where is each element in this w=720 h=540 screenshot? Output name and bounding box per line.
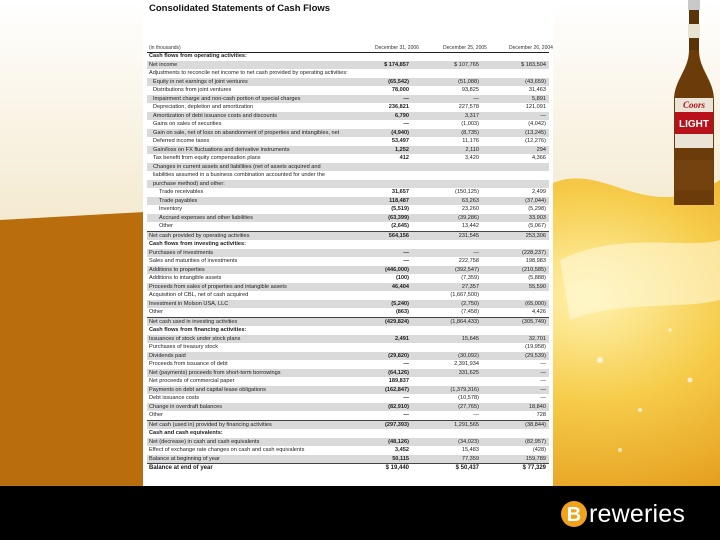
value-2006: (48,126)	[388, 438, 409, 445]
row-label: Cash flows from operating activities:	[149, 53, 247, 59]
statement-row	[147, 197, 549, 206]
row-label: Changes in current assets and liabilities (net of assets acquired and	[153, 163, 321, 170]
value-2004: 4,366	[532, 155, 546, 161]
statement-row	[147, 188, 549, 197]
statement-row	[147, 386, 549, 395]
value-2005: (1,667,500)	[450, 292, 479, 298]
value-2005: 15,645	[461, 335, 479, 342]
bottle-label-top: Coors	[682, 100, 706, 110]
row-label: Effect of exchange rate changes on cash and cash equivalents	[149, 447, 305, 453]
value-2004: 4,426	[532, 309, 546, 315]
value-2005: (1,864,433)	[450, 318, 479, 325]
value-2005: 222,758	[458, 258, 479, 264]
value-2004: —	[540, 386, 546, 393]
statement-row	[147, 95, 549, 104]
value-2005: —	[473, 249, 479, 256]
value-2006: (65,542)	[388, 78, 409, 85]
beer-bottle-image	[668, 0, 720, 210]
value-2005: 77,359	[461, 455, 479, 462]
row-label: Gains on sales of securities	[153, 121, 222, 127]
statement-row	[147, 257, 549, 266]
statement-row	[147, 335, 549, 344]
statement-row	[147, 112, 549, 121]
value-2005: $ 107,765	[454, 61, 479, 68]
value-2005: —	[473, 95, 479, 102]
row-label: Deferred income taxes	[153, 138, 210, 144]
value-2006: (5,519)	[391, 206, 409, 212]
row-label: Proceeds from issuance of debt	[149, 361, 228, 367]
row-label: Other	[149, 412, 163, 418]
row-label: purchase method) and other:	[153, 180, 225, 187]
value-2004: 5,891	[532, 95, 546, 102]
statement-row	[147, 180, 549, 189]
statement-row	[147, 154, 549, 163]
value-2004: (4,042)	[528, 121, 546, 127]
value-2006: 3,452	[395, 447, 409, 453]
statement-row	[147, 308, 549, 317]
row-label: Cash flows from financing activities:	[149, 327, 247, 333]
statement-rows	[147, 52, 549, 473]
value-2004: (13,245)	[525, 129, 546, 136]
value-2006: —	[403, 258, 409, 264]
value-2005: 63,263	[461, 197, 479, 204]
value-2004: (29,539)	[525, 352, 546, 359]
value-2005: (392,547)	[455, 266, 479, 273]
value-2005: 27,357	[461, 283, 479, 290]
statement-row	[147, 86, 549, 95]
row-label: Purchases of treasury stock	[149, 344, 219, 350]
section-header-row	[147, 326, 549, 335]
value-2005: (150,125)	[455, 189, 479, 195]
column-header-2005: December 25, 2005	[443, 45, 487, 51]
row-label: Trade payables	[159, 197, 198, 204]
footer-brand	[560, 494, 685, 534]
row-label: Equity in net earnings of joint ventures	[153, 78, 248, 85]
section-header-row	[147, 52, 549, 61]
column-header-row	[147, 44, 553, 52]
value-2006: (429,824)	[385, 318, 409, 325]
value-2005: 23,260	[461, 206, 479, 212]
value-2005: (7,359)	[461, 275, 479, 281]
value-2006: (29,820)	[388, 352, 409, 359]
row-label: Inventory	[159, 206, 183, 212]
value-2006: (2,645)	[391, 223, 409, 229]
value-2005: 15,483	[461, 447, 479, 453]
section-header-row	[147, 240, 549, 249]
value-2005: 227,578	[458, 104, 479, 110]
value-2005: 331,625	[458, 369, 479, 376]
value-2004: 31,463	[528, 87, 546, 93]
statement-row	[147, 249, 549, 258]
value-2004: (38,844)	[525, 421, 546, 428]
value-2004: (12,276)	[525, 138, 546, 144]
statement-row	[147, 274, 549, 283]
value-2005: 3,317	[465, 112, 479, 119]
row-label: Purchases of investments	[149, 249, 214, 256]
statement-row	[147, 163, 549, 172]
value-2004: (428)	[532, 447, 546, 453]
value-2006: (863)	[395, 309, 409, 315]
value-2006: 31,657	[391, 189, 409, 195]
value-2005: (34,023)	[458, 438, 479, 445]
value-2004: —	[540, 369, 546, 376]
statement-row	[147, 103, 549, 112]
statement-row	[147, 129, 549, 138]
row-label: Net (payments) proceeds from short-term borrowings	[149, 369, 281, 376]
section-header-row	[147, 429, 549, 438]
row-label: Net income	[149, 61, 178, 68]
column-header-2006: December 31, 2006	[375, 45, 419, 51]
total-row	[147, 317, 549, 327]
row-label: Proceeds from sales of properties and intangible assets	[149, 283, 287, 290]
value-2006: (5,240)	[391, 300, 409, 307]
statement-row	[147, 291, 549, 300]
row-label: Acquisition of CBL, net of cash acquired	[149, 292, 249, 298]
value-2004: 294	[536, 146, 546, 153]
value-2006: (162,847)	[385, 386, 409, 393]
statement-row	[147, 283, 549, 292]
value-2005: (2,750)	[461, 300, 479, 307]
row-label: Adjustments to reconcile net income to net cash provided by operating activities:	[149, 70, 348, 76]
value-2004: (43,659)	[525, 78, 546, 85]
row-label: liabilities assumed in a business combination accounted for under the	[153, 172, 325, 178]
value-2006: 189,837	[388, 378, 409, 384]
statement-row	[147, 69, 549, 78]
value-2005: (10,578)	[458, 395, 479, 401]
statement-row	[147, 360, 549, 369]
row-label: Net proceeds of commercial paper	[149, 378, 235, 384]
value-2004: (82,957)	[525, 438, 546, 445]
value-2004: 18,840	[528, 403, 546, 410]
statement-row	[147, 377, 549, 386]
row-label: Investment in Molson USA, LLC	[149, 300, 229, 307]
row-label: Cash and cash equivalents:	[149, 430, 223, 436]
value-2005: 231,545	[458, 232, 479, 239]
column-header-2004: December 26, 2004	[509, 45, 553, 51]
row-label: Net (decrease) in cash and cash equivalents	[149, 438, 260, 445]
value-2006: 236,821	[388, 104, 409, 110]
value-2005: (39,286)	[458, 214, 479, 221]
value-2004: 55,590	[528, 283, 546, 290]
brand-text: reweries	[589, 499, 686, 528]
row-label: Accrued expenses and other liabilities	[159, 214, 253, 221]
statement-row	[147, 446, 549, 455]
value-2006: 1,252	[395, 146, 409, 153]
value-2004: 198,983	[525, 258, 546, 264]
value-2006: 53,497	[391, 138, 409, 144]
row-label: Dividends paid	[149, 352, 186, 359]
row-label: Sales and maturities of investments	[149, 258, 238, 264]
value-2006: $ 19,440	[385, 465, 409, 471]
value-2006: 564,156	[388, 232, 409, 239]
value-2005: 2,110	[465, 146, 479, 153]
value-2006: $ 174,857	[384, 61, 409, 68]
statement-row	[147, 222, 549, 231]
value-2005: —	[473, 412, 479, 418]
value-2005: (30,092)	[458, 352, 479, 359]
value-2004: 121,091	[525, 104, 546, 110]
value-2004: —	[540, 361, 546, 367]
statement-row	[147, 343, 549, 352]
value-2006: (64,126)	[388, 369, 409, 376]
value-2006: —	[403, 121, 409, 127]
value-2006: 6,790	[395, 112, 409, 119]
statement-row	[147, 403, 549, 412]
statement-row	[147, 171, 549, 180]
value-2005: (8,735)	[461, 129, 479, 136]
statement-row	[147, 300, 549, 309]
value-2006: 46,404	[391, 283, 409, 290]
value-2004: (305,749)	[522, 318, 546, 325]
brand-logo-icon	[560, 500, 588, 528]
statement-row	[147, 369, 549, 378]
total-row	[147, 463, 549, 473]
value-2006: (100)	[395, 275, 409, 281]
row-label: Payments on debt and capital lease obligations	[149, 386, 266, 393]
value-2005: 3,420	[465, 155, 479, 161]
value-2006: (82,910)	[388, 403, 409, 410]
statement-row	[147, 214, 549, 223]
value-2004: (5,067)	[528, 223, 546, 229]
row-label: Trade receivables	[159, 189, 204, 195]
value-2004: (228,237)	[522, 249, 546, 256]
value-2006: 78,000	[391, 87, 409, 93]
statement-row	[147, 455, 549, 464]
value-2004: (37,044)	[525, 197, 546, 204]
row-label: Net cash provided by operating activities	[149, 232, 250, 239]
value-2004: 159,789	[525, 455, 546, 462]
row-label: Change in overdraft balances	[149, 403, 223, 410]
statement-title: Consolidated Statements of Cash Flows	[149, 3, 331, 14]
value-2004: $ 183,504	[521, 61, 546, 68]
statement-row	[147, 394, 549, 403]
value-2004: (210,585)	[522, 266, 546, 273]
value-2005: (51,088)	[458, 78, 479, 85]
row-label: Balance at end of year	[149, 465, 213, 471]
value-2006: (4,940)	[391, 129, 409, 136]
row-label: Distributions from joint ventures	[153, 87, 232, 93]
value-2005: 2,391,934	[454, 361, 479, 367]
row-label: Amortization of debt issuance costs and discounts	[153, 112, 278, 119]
row-label: Depreciation, depletion and amortization	[153, 104, 254, 110]
value-2005: (1,003)	[461, 121, 479, 127]
value-2006: —	[403, 361, 409, 367]
value-2004: 728	[536, 412, 546, 418]
value-2004: (19,958)	[525, 344, 546, 350]
row-label: Additions to properties	[149, 266, 205, 273]
value-2004: $ 77,329	[522, 465, 546, 471]
row-label: Balance at beginning of year	[149, 455, 220, 462]
total-row	[147, 231, 549, 241]
statement-row	[147, 266, 549, 275]
column-header-units: (in thousands)	[149, 45, 181, 51]
value-2005: 11,176	[462, 138, 479, 144]
value-2006: 2,491	[395, 335, 409, 342]
row-label: Other	[159, 223, 173, 229]
statement-row	[147, 120, 549, 129]
row-label: Debt issuance costs	[149, 395, 200, 401]
value-2005: $ 50,437	[455, 465, 479, 471]
row-label: Cash flows from investing activities:	[149, 241, 246, 247]
value-2005: (27,765)	[458, 403, 479, 410]
row-label: Additions to intangible assets	[149, 275, 222, 281]
brand-logo-letter: B	[566, 504, 582, 526]
value-2006: (63,399)	[388, 214, 409, 221]
cash-flow-statement	[143, 0, 553, 540]
statement-row	[147, 61, 549, 70]
value-2004: —	[540, 378, 546, 384]
value-2006: —	[403, 249, 409, 256]
value-2004: (5,888)	[528, 275, 546, 281]
statement-row	[147, 205, 549, 214]
value-2004: (5,298)	[528, 206, 546, 212]
value-2006: —	[403, 395, 409, 401]
value-2006: 50,115	[392, 455, 409, 462]
row-label: Net cash used in investing activities	[149, 318, 238, 325]
statement-row	[147, 411, 549, 420]
value-2005: 1,291,565	[454, 421, 479, 428]
value-2004: 2,499	[532, 189, 546, 195]
value-2004: 32,701	[528, 335, 546, 342]
value-2004: (65,000)	[525, 300, 546, 307]
row-label: Gain/loss on FX fluctuations and derivative instruments	[153, 146, 290, 153]
value-2005: (1,379,316)	[450, 386, 479, 393]
value-2006: (446,000)	[385, 266, 409, 273]
value-2005: 93,825	[461, 87, 479, 93]
value-2006: (297,393)	[385, 421, 409, 428]
statement-row	[147, 78, 549, 87]
bottle-label-bottom: LIGHT	[679, 119, 709, 130]
value-2006: —	[403, 412, 409, 418]
row-label: Tax benefit from equity compensation plans	[153, 155, 261, 161]
value-2006: 412	[399, 155, 409, 161]
statement-row	[147, 352, 549, 361]
value-2005: (7,458)	[461, 309, 479, 315]
value-2004: 253,306	[525, 232, 546, 239]
value-2004: —	[540, 395, 546, 401]
row-label: Gain on sale, net of loss on abandonment of properties and intangibles, net	[153, 129, 340, 136]
statement-row	[147, 438, 549, 447]
value-2006: —	[403, 95, 409, 102]
row-label: Issuances of stock under stock plans	[149, 335, 241, 342]
row-label: Impairment charge and non-cash portion of special charges	[153, 95, 301, 102]
value-2006: 118,487	[389, 197, 409, 204]
row-label: Net cash (used in) provided by financing activities	[149, 421, 272, 428]
statement-row	[147, 146, 549, 155]
total-row	[147, 420, 549, 430]
statement-row	[147, 137, 549, 146]
value-2004: —	[540, 112, 546, 119]
value-2005: 13,442	[461, 223, 479, 229]
row-label: Other	[149, 309, 163, 315]
value-2004: 33,903	[528, 214, 546, 221]
